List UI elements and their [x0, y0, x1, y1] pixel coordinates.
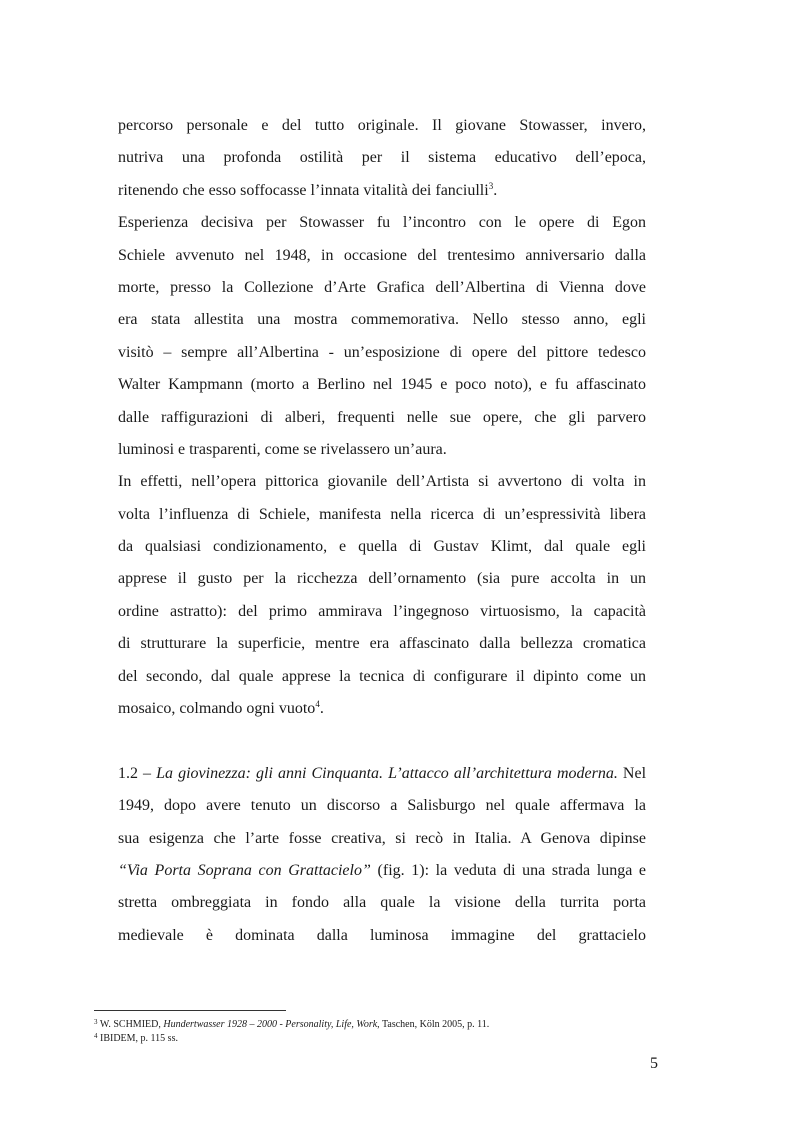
text-line: medievale è dominata dalla luminosa immagine del grattacielo: [118, 926, 646, 944]
footnote-divider: [94, 1010, 286, 1011]
text-line: nutriva una profonda ostilità per il sistema educativo dell’epoca,: [118, 149, 646, 167]
footnote-ref[interactable]: 3: [488, 180, 494, 191]
footnote-text: IBIDEM, p. 115 ss.: [100, 1033, 178, 1044]
footnote-book-title: Hundertwasser 1928 – 2000 - Personality, Life, Work: [163, 1019, 378, 1030]
section-title: La giovinezza: gli anni Cinquanta. L’attacco all’architettura moderna.: [156, 764, 618, 782]
text-line: Walter Kampmann (morto a Berlino nel 1945 e poco noto), e fu affascinato: [118, 376, 646, 394]
text-line: morte, presso la Collezione d’Arte Grafica dell’Albertina di Vienna dove: [118, 278, 646, 296]
text-span: (fig. 1): la veduta di una strada lunga e: [377, 861, 646, 879]
page-number: 5: [650, 1055, 658, 1072]
text-line: dalle raffigurazioni di alberi, frequenti nelle sue opere, che gli parvero: [118, 408, 646, 426]
artwork-title: “Via Porta Soprana con Grattacielo”: [118, 861, 371, 879]
text-line: In effetti, nell’opera pittorica giovanile dell’Artista si avvertono di volta in: [118, 473, 646, 491]
text-line: era stata allestita una mostra commemorativa. Nello stesso anno, egli: [118, 311, 646, 329]
text-line: apprese il gusto per la ricchezza dell’ornamento (sia pure accolta in un: [118, 570, 646, 588]
text-line: del secondo, dal quale apprese la tecnica di configurare il dipinto come un: [118, 667, 646, 685]
section-number: 1.2 –: [118, 764, 152, 782]
text-line: ordine astratto): del primo ammirava l’ingegnoso virtuosismo, la capacità: [118, 602, 646, 620]
footnote-author: W. SCHMIED,: [99, 1019, 161, 1030]
text-line: [118, 693, 646, 725]
text-span: ritenendo che esso soffocasse l’innata vitalità dei fanciulli: [118, 181, 489, 199]
text-line: 1949, dopo avere tenuto un discorso a Salisburgo nel quale affermava la: [118, 797, 646, 815]
text-span: mosaico, colmando ogni vuoto: [118, 700, 316, 718]
text-line: Schiele avvenuto nel 1948, in occasione del trentesimo anniversario dalla: [118, 246, 646, 264]
paragraph-gap: [118, 725, 646, 757]
footnote-ref[interactable]: 4: [315, 699, 320, 710]
text-line: visitò – sempre all’Albertina - un’esposizione di opere del pittore tedesco: [118, 343, 646, 361]
footnote-3: [94, 1018, 654, 1032]
text-line: volta l’influenza di Schiele, manifesta nella ricerca di un’espressività libera: [118, 505, 646, 523]
footnote-mark: 4: [94, 1032, 98, 1040]
text-line: percorso personale e del tutto originale. Il giovane Stowasser, invero,: [118, 117, 646, 134]
footnote-mark: 3: [94, 1018, 98, 1026]
footnote-publisher: , Taschen, Köln 2005, p. 11.: [377, 1019, 490, 1030]
text-line: luminosi e trasparenti, come se rivelassero un’aura.: [118, 440, 447, 458]
text-line: Esperienza decisiva per Stowasser fu l’incontro con le opere di Egon: [118, 214, 646, 232]
text-line: da qualsiasi condizionamento, e quella di Gustav Klimt, dal quale egli: [118, 538, 646, 556]
footnotes: [94, 1018, 654, 1046]
text-span: Nel: [622, 764, 646, 782]
body-text: [118, 110, 646, 952]
text-line: [118, 855, 646, 887]
text-line: stretta ombreggiata in fondo alla quale la visione della turrita porta: [118, 894, 646, 912]
text-line: [118, 175, 646, 207]
text-line: sua esigenza che l’arte fosse creativa, si recò in Italia. A Genova dipinse: [118, 829, 646, 847]
text-span: .: [493, 181, 498, 199]
footnote-4: [94, 1032, 654, 1046]
text-line: di strutturare la superficie, mentre era affascinato dalla bellezza cromatica: [118, 635, 646, 653]
text-span: .: [319, 700, 324, 718]
section-heading-line: [118, 758, 646, 790]
